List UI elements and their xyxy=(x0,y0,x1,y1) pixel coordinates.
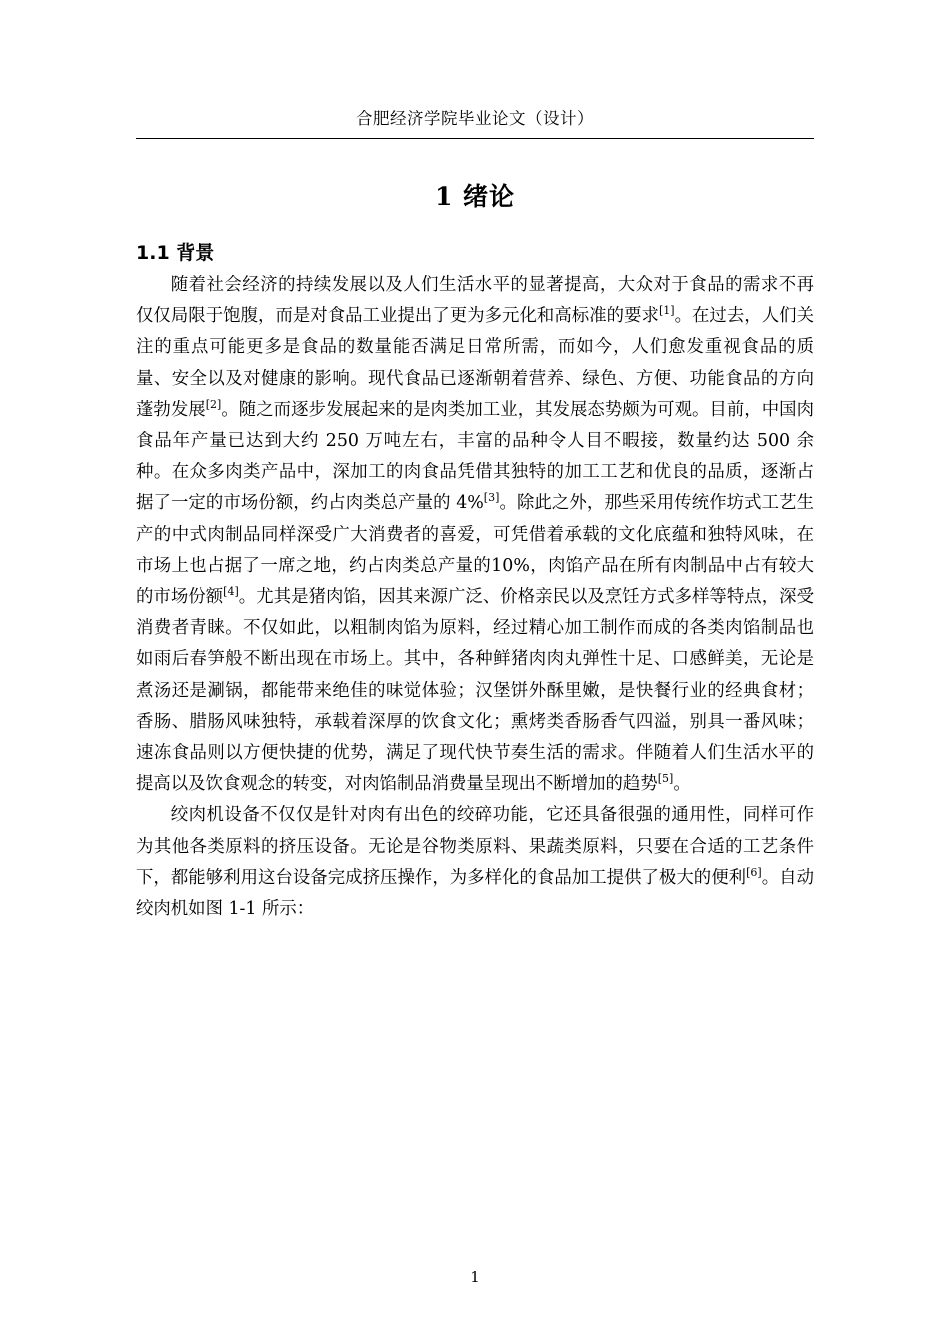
section-title: 1.1 背景 xyxy=(136,241,215,264)
page-header-title: 合肥经济学院毕业论文（设计） xyxy=(356,109,594,128)
page-number: 1 xyxy=(470,1268,480,1286)
header-divider xyxy=(136,138,814,139)
body-text xyxy=(136,270,814,925)
paragraph: 随着社会经济的持续发展以及人们生活水平的显著提高，大众对于食品的需求不再仅仅局限于饱腹，而是对食品工业提出了更为多元化和高标准的要求[1]。在过去，人们关注的重点可能更多是食品的数量能否满足日常所需，而如今，人们愈发重视食品的质量、安全以及对健康的影响。现代食品已逐渐朝着营养、绿色、方便、功能食品的方向蓬勃发展[2]。随之而逐步发展起来的是肉类加工业，其发展态势颇为可观。目前，中国肉食品年产量已达到大约 250 万吨左右，丰富的品种令人目不暇接，数量约达 500 余种。在众多肉类产品中，深加工的肉食品凭借其独特的加工工艺和优良的品质，逐渐占据了一定的市场份额，约占肉类总产量的 4%[3]。除此之外，那些采用传统作坊式工艺生产的中式肉制品同样深受广大消费者的喜爱，可凭借着承载的文化底蕴和独特风味，在市场上也占据了一席之地，约占肉类总产量的10%，肉馅产品在所有肉制品中占有较大的市场份额[4]。尤其是猪肉馅，因其来源广泛、价格亲民以及烹饪方式多样等特点，深受消费者青睐。不仅如此，以粗制肉馅为原料，经过精心加工制作而成的各类肉馅制品也如雨后春笋般不断出现在市场上。其中，各种鲜猪肉肉丸弹性十足、口感鲜美，无论是煮汤还是涮锅，都能带来绝佳的味觉体验；汉堡饼外酥里嫩，是快餐行业的经典食材；香肠、腊肠风味独特，承载着深厚的饮食文化；熏烤类香肠香气四溢，别具一番风味；速冻食品则以方便快捷的优势，满足了现代快节奏生活的需求。伴随着人们生活水平的提高以及饮食观念的转变，对肉馅制品消费量呈现出不断增加的趋势[5]。 xyxy=(136,275,814,795)
chapter-title: 1 绪论 xyxy=(434,181,516,211)
page-content xyxy=(136,0,814,1344)
paragraph: 绞肉机设备不仅仅是针对肉有出色的绞碎功能，它还具备很强的通用性，同样可作为其他各类原料的挤压设备。无论是谷物类原料、果蔬类原料，只要在合适的工艺条件下，都能够利用这台设备完成挤压操作，为多样化的食品加工提供了极大的便利[6]。自动绞肉机如图 1-1 所示： xyxy=(136,805,814,920)
